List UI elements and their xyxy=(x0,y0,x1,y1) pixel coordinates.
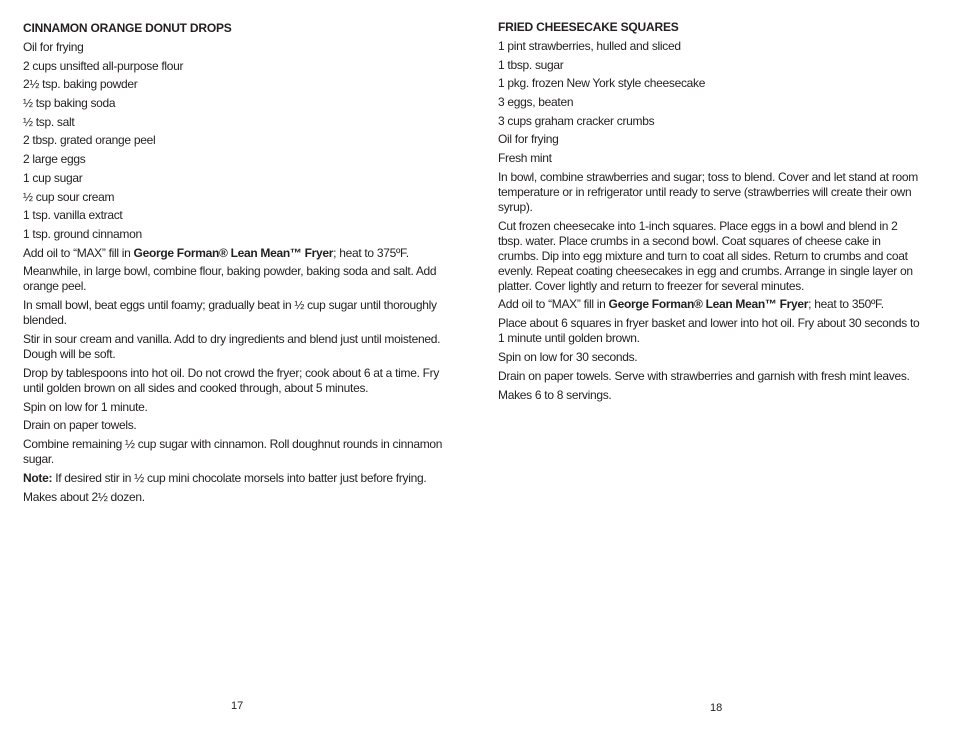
ingredient-line: 2 large eggs xyxy=(23,152,86,167)
product-name: George Forman® Lean Mean™ Fryer xyxy=(133,245,334,260)
ingredient-line: ½ cup sour cream xyxy=(23,189,115,204)
product-name: George Forman® Lean Mean™ Fryer xyxy=(608,297,809,312)
ingredient-line: 1 tsp. vanilla extract xyxy=(23,208,123,223)
note-label: Note: xyxy=(23,470,53,485)
step-text: Add oil to “MAX” fill in xyxy=(23,245,134,260)
ingredient-line: 1 tsp. ground cinnamon xyxy=(23,226,142,241)
ingredient-line: Fresh mint xyxy=(498,151,552,166)
ingredient-line: Oil for frying xyxy=(23,40,84,54)
ingredient-line: 1 tbsp. sugar xyxy=(498,57,564,72)
right-page xyxy=(498,0,922,738)
step-text: ; heat to 350ºF. xyxy=(808,297,884,312)
note-text: If desired stir in ½ cup mini chocolate morsels into batter just before frying. xyxy=(52,470,427,485)
page-number: 18 xyxy=(710,702,723,714)
ingredient-line: 3 cups graham cracker crumbs xyxy=(498,113,655,128)
instruction-step: Drain on paper towels. Serve with strawberries and garnish with fresh mint leaves. xyxy=(498,368,910,383)
ingredient-line: 2 tbsp. grated orange peel xyxy=(23,133,156,148)
instruction-step xyxy=(498,297,922,312)
recipe-note xyxy=(23,471,453,486)
instruction-step: In bowl, combine strawberries and sugar; toss to blend. Cover and let stand at room temperature or in refrigerator until ready to serve (strawberries will create their own syrup). xyxy=(498,169,918,214)
recipe-title: FRIED CHEESECAKE SQUARES xyxy=(498,20,679,34)
recipe-yield: Makes about 2½ dozen. xyxy=(23,489,145,504)
step-text: Add oil to “MAX” fill in xyxy=(498,297,609,312)
recipe-yield: Makes 6 to 8 servings. xyxy=(498,387,612,402)
ingredient-line: Oil for frying xyxy=(498,132,559,147)
instruction-step: Meanwhile, in large bowl, combine flour, baking powder, baking soda and salt. Add orange peel. xyxy=(23,264,437,294)
ingredient-line: 2 cups unsifted all-purpose flour xyxy=(23,58,184,73)
ingredient-line: 1 pint strawberries, hulled and sliced xyxy=(498,39,681,53)
ingredient-line: ½ tsp. salt xyxy=(23,114,75,129)
instruction-step: Drain on paper towels. xyxy=(23,418,137,433)
instruction-step xyxy=(23,246,453,261)
ingredient-line: ½ tsp baking soda xyxy=(23,96,116,111)
instruction-step: Cut frozen cheesecake into 1-inch squares. Place eggs in a bowl and blend in 2 tbsp. water. Place crumbs in a second bowl. Coat squares of cheese cake in crumbs. Dip into egg mixture and turn to coat all sides. Return to crumbs and coat evenly. Repeat coating cheesecakes in egg and crumbs. Arrange in single layer on platter. Cover lightly and return to freezer for several minutes. xyxy=(498,218,913,293)
instruction-step: Drop by tablespoons into hot oil. Do not crowd the fryer; cook about 6 at a time. Fry until golden brown on all sides and cooked through, about 5 minutes. xyxy=(23,365,440,395)
ingredient-line: 3 eggs, beaten xyxy=(498,95,574,110)
step-text: ; heat to 375ºF. xyxy=(333,245,409,260)
instruction-step: Place about 6 squares in fryer basket and lower into hot oil. Fry about 30 seconds to 1 minute until golden brown. xyxy=(498,316,920,346)
ingredient-line: 1 pkg. frozen New York style cheesecake xyxy=(498,76,706,91)
recipe-title: CINNAMON ORANGE DONUT DROPS xyxy=(23,21,232,35)
ingredient-line: 1 cup sugar xyxy=(23,170,83,185)
ingredient-line: 2½ tsp. baking powder xyxy=(23,77,138,92)
left-page xyxy=(23,0,453,738)
instruction-step: Spin on low for 1 minute. xyxy=(23,399,148,414)
instruction-step: In small bowl, beat eggs until foamy; gradually beat in ½ cup sugar until thoroughly blended. xyxy=(23,298,437,328)
instruction-step: Combine remaining ½ cup sugar with cinnamon. Roll doughnut rounds in cinnamon sugar. xyxy=(23,437,443,467)
page-number: 17 xyxy=(231,700,244,712)
instruction-step: Spin on low for 30 seconds. xyxy=(498,350,638,364)
instruction-step: Stir in sour cream and vanilla. Add to dry ingredients and blend just until moistened. Dough will be soft. xyxy=(23,331,441,361)
